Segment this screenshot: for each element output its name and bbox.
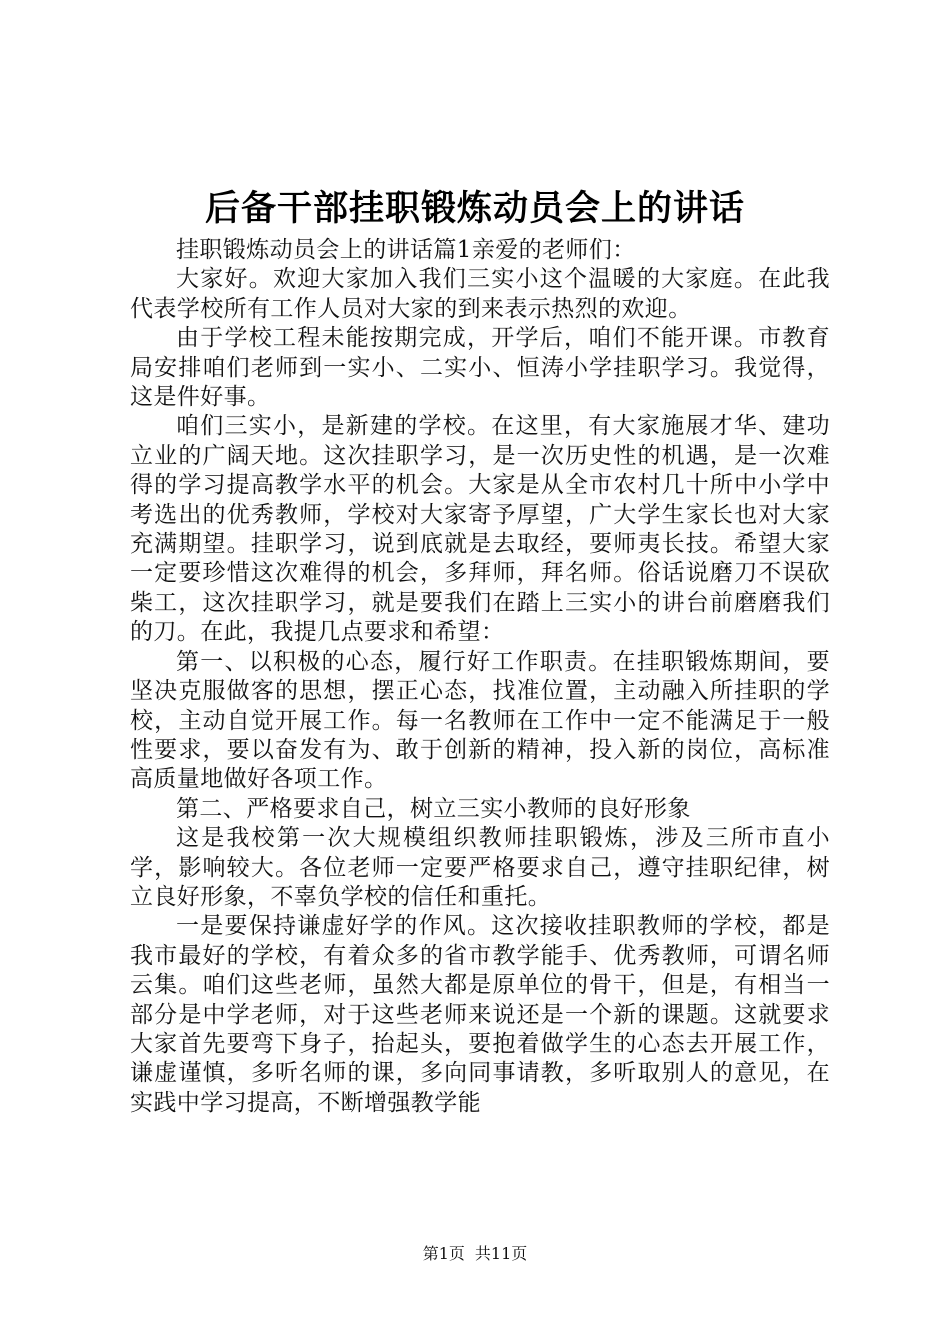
paragraph-humility: 一是要保持谦虚好学的作风。这次接收挂职教师的学校，都是我市最好的学校，有着众多的省市教学能手、优秀教师，可谓名师云集。咱们这些老师，虽然大都是原单位的骨干，但是，有相当一部分是中学老师，对于这些老师来说还是一个新的课题。这就要求大家首先要弯下身子，抬起头，要抱着做学生的心态去开展工作，谦虚谨慎，多听名师的课，多向同事请教，多听取别人的意见，在实践中学习提高，不断增强教学能 bbox=[130, 913, 830, 1116]
paragraph-background: 由于学校工程未能按期完成，开学后，咱们不能开课。市教育局安排咱们老师到一实小、二实小、恒涛小学挂职学习。我觉得，这是件好事。 bbox=[130, 325, 830, 411]
paragraph-point-two-body: 这是我校第一次大规模组织教师挂职锻炼，涉及三所市直小学，影响较大。各位老师一定要严格要求自己，遵守挂职纪律，树立良好形象，不辜负学校的信任和重托。 bbox=[130, 825, 830, 910]
paragraph-point-two-heading: 第二、严格要求自己，树立三实小教师的良好形象 bbox=[176, 795, 691, 822]
paragraph-point-one: 第一、以积极的心态，履行好工作职责。在挂职锻炼期间，要坚决克服做客的思想，摆正心态，找准位置，主动融入所挂职的学校，主动自觉开展工作。每一名教师在工作中一定不能满足于一般性要求，要以奋发有为、敢于创新的精神，投入新的岗位，高标准高质量地做好各项工作。 bbox=[130, 648, 830, 793]
document-title: 后备干部挂职锻炼动员会上的讲话 bbox=[204, 188, 745, 229]
paragraph-welcome: 大家好。欢迎大家加入我们三实小这个温暖的大家庭。在此我代表学校所有工作人员对大家的到来表示热烈的欢迎。 bbox=[130, 266, 830, 322]
paragraph-opportunity: 咱们三实小，是新建的学校。在这里，有大家施展才华、建功立业的广阔天地。这次挂职学习，是一次历史性的机遇，是一次难得的学习提高教学水平的机会。大家是从全市农村几十所中小学中考选出的优秀教师，学校对大家寄予厚望，广大学生家长也对大家充满期望。挂职学习，说到底就是去取经，要师夷长技。希望大家一定要珍惜这次难得的机会，多拜师，拜名师。俗话说磨刀不误砍柴工，这次挂职学习，就是要我们在踏上三实小的讲台前磨磨我们的刀。在此，我提几点要求和希望： bbox=[130, 413, 830, 646]
document-body bbox=[130, 236, 830, 1118]
page-number: 第1页 bbox=[422, 1244, 465, 1263]
page-total: 共11页 bbox=[474, 1244, 528, 1263]
paragraph-intro: 挂职锻炼动员会上的讲话篇1亲爱的老师们： bbox=[176, 237, 636, 263]
page-footer bbox=[0, 1244, 950, 1264]
